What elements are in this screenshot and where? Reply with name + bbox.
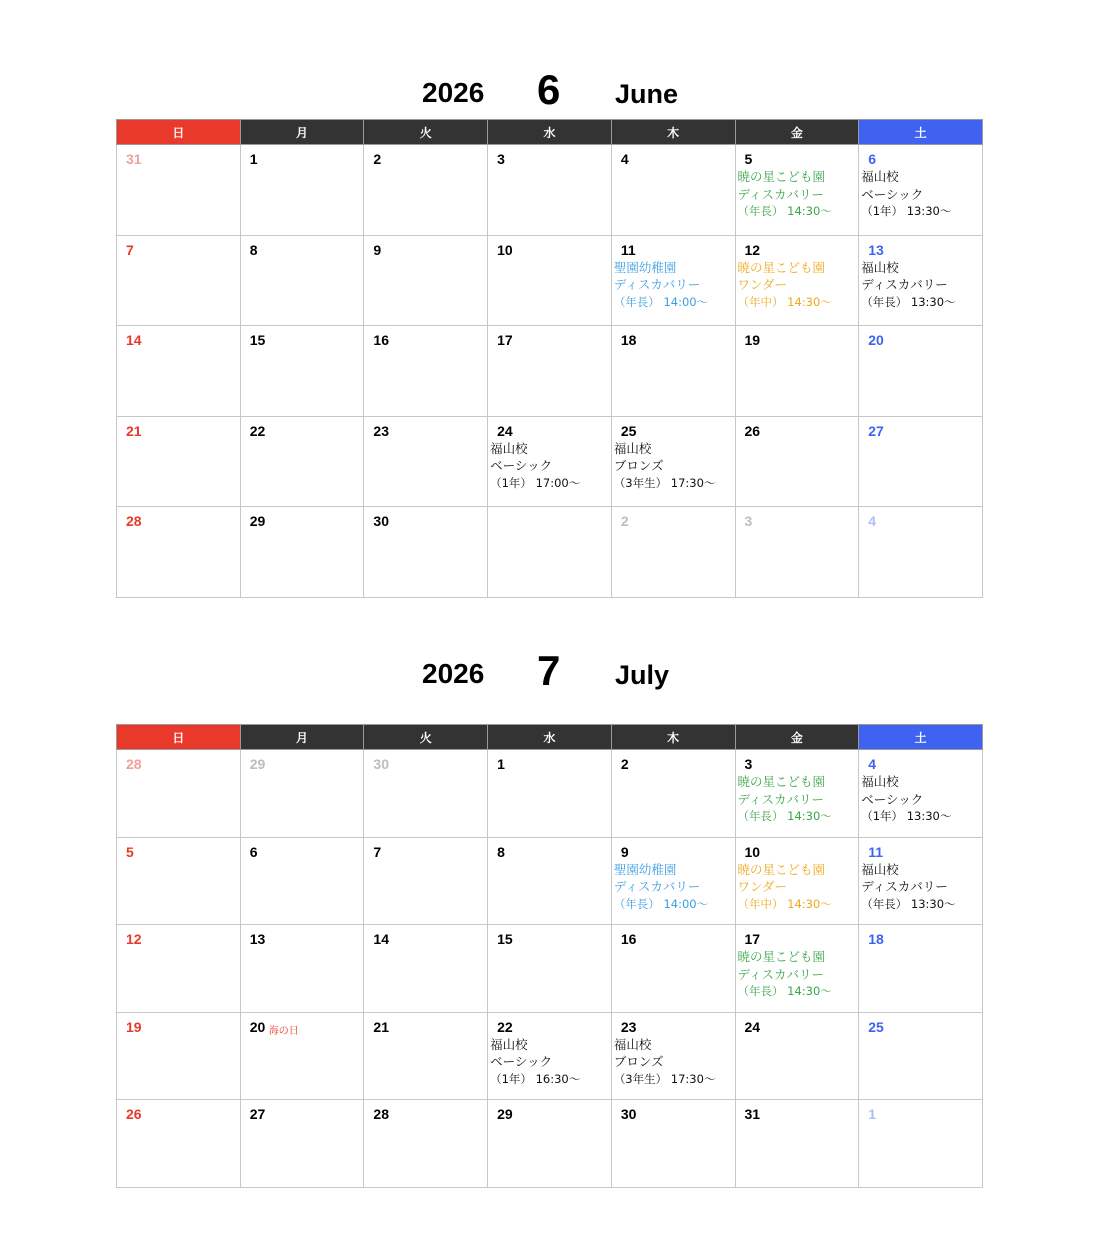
- day-number: 27: [868, 422, 884, 439]
- event-time: （年長） 14:30〜: [737, 204, 832, 218]
- event-venue: 暁の星こども園: [737, 169, 826, 184]
- day-number: 20: [249, 1018, 266, 1035]
- day-number: 2: [373, 151, 382, 167]
- day-cell: [240, 925, 364, 1013]
- day-cell: [611, 1100, 735, 1188]
- day-number: 14: [373, 931, 389, 948]
- event: [614, 1036, 716, 1089]
- day-cell: [117, 837, 241, 925]
- event: [738, 168, 832, 221]
- day-number: 15: [249, 332, 266, 349]
- week-row: [117, 416, 983, 507]
- day-cell: [488, 1012, 612, 1100]
- day-cell: [240, 837, 364, 925]
- day-number: 1: [249, 151, 258, 167]
- day-cell: [364, 145, 488, 236]
- day-number: 31: [744, 1106, 761, 1123]
- event: [738, 259, 832, 312]
- event-time: （3年生） 17:30〜: [613, 475, 716, 490]
- calendar-title: [116, 640, 983, 700]
- event: [861, 168, 951, 221]
- weekday-header: 水: [488, 725, 612, 750]
- event-time: （年中） 14:30〜: [737, 896, 832, 911]
- day-cell: [117, 750, 241, 838]
- event-time: （年長） 14:00〜: [613, 896, 709, 911]
- day-number: 15: [497, 931, 513, 948]
- day-cell: [364, 1100, 488, 1188]
- day-number: 3: [497, 151, 505, 167]
- day-cell: [735, 326, 859, 417]
- day-number: 30: [373, 756, 389, 772]
- day-cell: [859, 925, 983, 1013]
- day-cell: [488, 1100, 612, 1188]
- day-number: 18: [868, 931, 884, 948]
- day-cell: [364, 507, 488, 598]
- day-number: 21: [373, 1018, 389, 1035]
- day-cell: [488, 837, 612, 925]
- week-row: [117, 925, 983, 1013]
- weekday-header: 木: [611, 120, 735, 145]
- title-month-number: 7: [537, 647, 561, 694]
- event: [861, 861, 955, 914]
- day-number: 4: [620, 151, 629, 167]
- day-cell: [364, 235, 488, 326]
- day-number: 2: [620, 756, 629, 772]
- day-number: 28: [126, 756, 142, 772]
- day-number: 23: [373, 422, 389, 439]
- week-row: [117, 235, 983, 326]
- day-cell: [240, 1100, 364, 1188]
- event: [490, 440, 580, 493]
- day-cell: [735, 1100, 859, 1188]
- day-cell: [240, 416, 364, 507]
- day-cell: [735, 235, 859, 326]
- event: [614, 861, 708, 914]
- day-number: 1: [497, 756, 505, 772]
- day-number: 25: [620, 422, 637, 439]
- day-number: 10: [744, 843, 761, 860]
- event: [861, 773, 951, 826]
- event-course: ディスカバリー: [737, 186, 825, 202]
- day-cell: [488, 507, 612, 598]
- day-number: 8: [497, 843, 505, 860]
- event-venue: 福山校: [613, 440, 652, 456]
- day-number: 4: [868, 513, 877, 530]
- title-month-name: July: [615, 660, 670, 690]
- day-cell: [117, 326, 241, 417]
- day-cell: [735, 1012, 859, 1100]
- event-course: ディスカバリー: [613, 879, 701, 895]
- day-number: 28: [373, 1106, 389, 1123]
- week-row: [117, 1012, 983, 1100]
- day-cell: [611, 326, 735, 417]
- day-number: 30: [373, 513, 389, 530]
- day-number: 30: [620, 1106, 637, 1123]
- event-time: （1年） 13:30〜: [861, 809, 952, 823]
- day-cell: [364, 837, 488, 925]
- day-cell: [859, 326, 983, 417]
- day-cell: [611, 837, 735, 925]
- day-number: 10: [497, 241, 513, 258]
- event-time: （1年） 16:30〜: [490, 1071, 581, 1086]
- event: [738, 948, 832, 1001]
- event-course: ディスカバリー: [613, 277, 701, 293]
- day-cell: [488, 235, 612, 326]
- weekday-header: 日: [117, 120, 241, 145]
- week-row: [117, 837, 983, 925]
- day-cell: [859, 837, 983, 925]
- day-number: 19: [744, 332, 761, 349]
- day-cell: [611, 416, 735, 507]
- event-time: （1年） 17:00〜: [490, 475, 581, 490]
- day-cell: [117, 145, 241, 236]
- day-cell: [488, 145, 612, 236]
- weekday-header: 月: [240, 120, 364, 145]
- day-number: 8: [249, 241, 258, 258]
- day-number: 6: [868, 151, 877, 167]
- holiday-label: 海の日: [268, 1025, 299, 1037]
- day-number: 6: [249, 843, 258, 860]
- day-cell: [735, 750, 859, 838]
- day-number: 9: [620, 843, 629, 860]
- day-number: 4: [868, 756, 877, 772]
- event-venue: 福山校: [490, 1036, 528, 1052]
- day-number: 29: [249, 513, 266, 530]
- event-venue: 聖園幼稚園: [613, 259, 677, 275]
- day-cell: [611, 925, 735, 1013]
- weekday-header: 日: [117, 725, 241, 750]
- day-number: 19: [126, 1018, 142, 1035]
- week-row: [117, 145, 983, 236]
- day-number: 23: [620, 1018, 637, 1035]
- day-number: 5: [126, 843, 134, 860]
- day-cell: [859, 1100, 983, 1188]
- day-cell: [364, 1012, 488, 1100]
- event-venue: 暁の星こども園: [737, 259, 826, 275]
- event-venue: 福山校: [861, 861, 899, 877]
- day-cell: [859, 416, 983, 507]
- event-time: （年長） 14:00〜: [613, 294, 709, 309]
- event-time: （年中） 14:30〜: [737, 294, 832, 309]
- event-venue: 福山校: [861, 259, 899, 275]
- day-number: 20: [868, 332, 884, 349]
- weekday-header: 土: [859, 725, 983, 750]
- day-cell: [488, 326, 612, 417]
- event-course: ベーシック: [490, 1054, 553, 1070]
- calendar-title: [116, 60, 983, 120]
- day-number: 26: [744, 422, 761, 439]
- title-year: 2026: [422, 658, 485, 689]
- day-number: 1: [868, 1106, 877, 1123]
- day-number: 13: [868, 241, 884, 258]
- day-number: 25: [868, 1018, 884, 1035]
- day-number: 28: [126, 513, 142, 530]
- day-number: 31: [126, 151, 142, 167]
- title-year: 2026: [422, 77, 485, 108]
- day-cell: [240, 507, 364, 598]
- event-venue: 福山校: [861, 774, 899, 789]
- day-cell: [611, 235, 735, 326]
- day-number: 16: [373, 332, 389, 349]
- day-cell: [488, 750, 612, 838]
- weekday-header: 土: [859, 120, 983, 145]
- day-number: 24: [497, 422, 513, 439]
- event: [614, 440, 716, 493]
- week-row: [117, 326, 983, 417]
- day-cell: [488, 925, 612, 1013]
- event-course: ブロンズ: [613, 458, 664, 474]
- day-cell: [364, 326, 488, 417]
- event-venue: 福山校: [861, 169, 899, 184]
- day-number: 14: [126, 332, 142, 349]
- day-number: 5: [744, 151, 753, 167]
- day-number: 9: [373, 241, 382, 258]
- event: [738, 773, 832, 826]
- day-cell: [735, 507, 859, 598]
- day-cell: [364, 416, 488, 507]
- day-cell: [611, 145, 735, 236]
- weekday-header: 月: [240, 725, 364, 750]
- week-row: [117, 1100, 983, 1188]
- day-cell: [240, 145, 364, 236]
- day-cell: [859, 750, 983, 838]
- event-course: ベーシック: [490, 458, 553, 474]
- event-course: ブロンズ: [613, 1054, 664, 1070]
- day-number: 16: [620, 931, 637, 948]
- day-cell: [859, 1012, 983, 1100]
- event-time: （3年生） 17:30〜: [613, 1071, 716, 1086]
- day-cell: [117, 416, 241, 507]
- event-time: （年長） 14:30〜: [737, 984, 832, 999]
- event-course: ワンダー: [737, 879, 788, 895]
- day-cell: [735, 416, 859, 507]
- day-number: 17: [497, 332, 513, 349]
- day-number: 24: [744, 1018, 761, 1035]
- event-course: ディスカバリー: [861, 277, 948, 293]
- event-time: （1年） 13:30〜: [861, 204, 952, 218]
- day-cell: [859, 145, 983, 236]
- weekday-header: 水: [488, 120, 612, 145]
- event: [861, 259, 955, 312]
- event: [738, 861, 832, 914]
- day-cell: [611, 1012, 735, 1100]
- calendar-grid: [116, 724, 983, 1188]
- day-number: 17: [744, 931, 761, 948]
- day-cell: [240, 326, 364, 417]
- day-cell: [735, 925, 859, 1013]
- title-month-number: 6: [537, 66, 561, 113]
- day-cell: [611, 507, 735, 598]
- day-cell: [859, 507, 983, 598]
- day-cell: [364, 750, 488, 838]
- event-course: ディスカバリー: [737, 791, 825, 807]
- day-number: 27: [249, 1106, 266, 1123]
- weekday-header: 金: [735, 725, 859, 750]
- calendar-grid: [116, 119, 983, 598]
- week-row: [117, 507, 983, 598]
- event-time: （年長） 13:30〜: [861, 896, 956, 911]
- day-number: 18: [620, 332, 637, 349]
- day-cell: [488, 416, 612, 507]
- day-number: 3: [744, 513, 753, 530]
- day-cell: [611, 750, 735, 838]
- event-venue: 聖園幼稚園: [613, 861, 677, 877]
- day-number: 26: [126, 1106, 142, 1123]
- week-row: [117, 750, 983, 838]
- day-number: 29: [249, 756, 266, 772]
- weekday-header: 火: [364, 120, 488, 145]
- day-cell: [240, 235, 364, 326]
- day-number: 3: [744, 756, 753, 772]
- day-cell: [364, 925, 488, 1013]
- day-number: 21: [126, 422, 142, 439]
- event-venue: 暁の星こども園: [737, 949, 826, 965]
- day-cell: [117, 235, 241, 326]
- day-number: 29: [497, 1106, 513, 1123]
- event-venue: 福山校: [490, 440, 528, 456]
- event-course: ディスカバリー: [861, 879, 948, 895]
- event-course: ベーシック: [861, 186, 924, 202]
- weekday-header: 金: [735, 120, 859, 145]
- day-cell: [117, 507, 241, 598]
- event-course: ディスカバリー: [737, 966, 825, 982]
- day-number: 13: [249, 931, 266, 948]
- weekday-header: 火: [364, 725, 488, 750]
- event-time: （年長） 13:30〜: [861, 294, 956, 309]
- day-cell: [117, 925, 241, 1013]
- day-number: 22: [497, 1018, 513, 1035]
- day-number: 7: [126, 241, 134, 258]
- day-cell: [117, 1100, 241, 1188]
- day-number: 11: [620, 241, 636, 258]
- weekday-header: 木: [611, 725, 735, 750]
- day-cell: [735, 837, 859, 925]
- day-cell: [240, 1012, 364, 1100]
- event-course: ワンダー: [737, 277, 788, 293]
- event: [614, 259, 708, 312]
- day-number: 7: [373, 843, 382, 860]
- day-number: 12: [126, 931, 142, 948]
- day-number: 11: [868, 843, 884, 860]
- day-cell: [117, 1012, 241, 1100]
- event-time: （年長） 14:30〜: [737, 809, 832, 823]
- event-venue: 暁の星こども園: [737, 861, 826, 877]
- day-number: 22: [249, 422, 266, 439]
- day-cell: [859, 235, 983, 326]
- day-cell: [735, 145, 859, 236]
- day-cell: [240, 750, 364, 838]
- event-venue: 福山校: [613, 1036, 652, 1052]
- event: [490, 1036, 580, 1089]
- day-number: 12: [744, 241, 761, 258]
- day-number: 2: [620, 513, 629, 530]
- title-month-name: June: [615, 79, 679, 109]
- event-venue: 暁の星こども園: [737, 774, 826, 789]
- event-course: ベーシック: [861, 791, 924, 807]
